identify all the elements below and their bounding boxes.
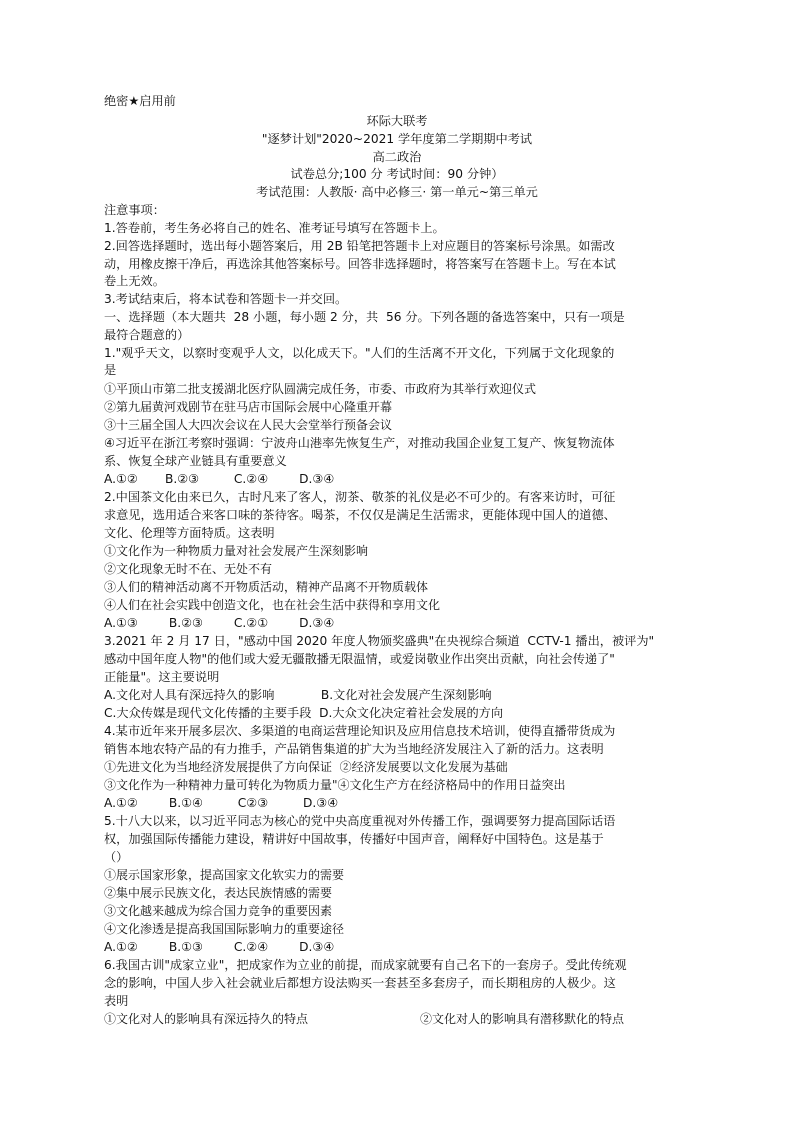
score-time: 试卷总分;100 分 考试时间：90 分钟）: [290, 167, 504, 181]
q1-option-4-line-2: 系、恢复全球产业链具有重要意义: [104, 454, 287, 468]
q6-stem-line-2: 念的影响，中国人步入社会就业后都想方设法购买一套甚至多套房子，而长期租房的人极少。这: [104, 976, 616, 990]
q1-option-2: ②第九届黄河戏剧节在驻马店市国际会展中心隆重开幕: [104, 400, 393, 414]
q3-stem-line-3: 正能量"。这主要说明: [104, 670, 220, 684]
q1-choices: A.①② B.②③ C.②④ D.③④: [104, 472, 335, 486]
q5-choices: A.①② B.①③ C.②④ D.③④: [104, 940, 335, 954]
q5-stem-line-3: （）: [104, 850, 129, 864]
q2-option-1: ①文化作为一种物质力量对社会发展产生深刻影响: [104, 544, 369, 558]
notice-item-2-line-2: 动，用橡皮擦干净后，再选涂其他答案标号。回答非选择题时，将答案写在答题卡上。写在本试: [104, 257, 616, 271]
section-title-line-1: 一、选择题（本大题共 28 小题，每小题 2 分，共 56 分。下列各题的备选答案中，只有一项是: [104, 310, 625, 324]
notice-item-1: 1.答卷前，考生务必将自己的姓名、准考证号填写在答题卡上。: [104, 221, 445, 235]
q6-option-1: ①文化对人的影响具有深远持久的特点: [104, 1012, 309, 1026]
q1-option-1: ①平顶山市第二批支援湖北医疗队圆满完成任务，市委、市政府为其举行欢迎仪式: [104, 382, 537, 396]
q2-choices: A.①③ B.②③ C.②① D.③④: [104, 616, 335, 630]
exam-scope: 考试范围：人教版· 高中必修三· 第一单元~第三单元: [256, 185, 538, 199]
section-title-line-2: 最符合题意的）: [104, 328, 190, 342]
q4-options-row-2: ③文化作为一种精神力量可转化为物质力量"④文化生产方在经济格局中的作用日益突出: [104, 778, 566, 792]
q5-stem-line-1: 5.十八大以来，以习近平同志为核心的党中央高度重视对外传播工作，强调要努力提高国际话语: [104, 814, 616, 828]
q3-stem-line-1: 3.2021 年 2 月 17 日，"感动中国 2020 年度人物颁奖盛典"在央视综合频道 CCTV-1 播出，被评为": [104, 634, 655, 648]
q2-option-3: ③人们的精神活动离不开物质活动，精神产品离不开物质载体: [104, 580, 429, 594]
q2-stem-line-1: 2.中国茶文化由来已久，古时凡来了客人，沏茶、敬茶的礼仪是必不可少的。有客来访时，可征: [104, 490, 616, 504]
q6-option-2: ②文化对人的影响具有潜移默化的特点: [420, 1012, 625, 1026]
q3-choices-row-1: A.文化对人具有深远持久的影响 B.文化对社会发展产生深刻影响: [104, 688, 492, 702]
org-title: 环际大联考: [366, 114, 428, 128]
q3-choices-row-2: C.大众传媒是现代文化传播的主要手段 D.大众文化决定着社会发展的方向: [104, 706, 504, 720]
q2-stem-line-3: 文化、伦理等方面特质。这表明: [104, 526, 275, 540]
q2-stem-line-2: 求意见，选用适合来客口味的茶待客。喝茶，不仅仅是满足生活需求，更能体现中国人的道德、: [104, 508, 616, 522]
subject-title: 高二政治: [372, 150, 422, 164]
q1-stem-line-2: 是: [104, 363, 117, 377]
q5-option-3: ③文化越来越成为综合国力竞争的重要因素: [104, 904, 333, 918]
q6-stem-line-3: 表明: [104, 994, 129, 1008]
q6-stem-line-1: 6.我国古训"成家立业"，把成家作为立业的前提，而成家就要有自己名下的一套房子。受此传统观: [104, 958, 627, 972]
q4-choices: A.①② B.①④ C②③ D.③④: [104, 796, 339, 810]
q1-option-4-line-1: ④习近平在浙江考察时强调：宁波舟山港率先恢复生产，对推动我国企业复工复产、恢复物流体: [104, 436, 615, 450]
q3-stem-line-2: 感动中国年度人物"的他们或大爱无疆散播无限温情，或爱岗敬业作出突出贡献，向社会传递了": [104, 652, 615, 666]
q1-stem-line-1: 1."观乎天文，以察时变观乎人文，以化成天下。"人们的生活离不开文化，下列属于文化现象的: [104, 346, 615, 360]
q1-option-3: ③十三届全国人大四次会议在人民大会堂举行预备会议: [104, 418, 393, 432]
notice-item-2-line-1: 2.回答选择题时，选出每小题答案后，用 2B 铅笔把答题卡上对应题目的答案标号涂黑。如需改: [104, 239, 615, 253]
notice-title: 注意事项：: [104, 203, 165, 217]
q5-stem-line-2: 权，加强国际传播能力建设，精讲好中国故事，传播好中国声音，阐释好中国特色。这是基于: [104, 832, 604, 846]
q2-option-2: ②文化现象无时不在、无处不有: [104, 562, 273, 576]
notice-item-2-line-3: 卷上无效。: [104, 274, 165, 288]
q2-option-4: ④人们在社会实践中创造文化，也在社会生活中获得和享用文化: [104, 598, 441, 612]
secret-label: 绝密★启用前: [104, 94, 176, 108]
q5-option-4: ④文化渗透是提高我国国际影响力的重要途径: [104, 922, 345, 936]
notice-item-3: 3.考试结束后，将本试卷和答题卡一并交回。: [104, 292, 348, 306]
exam-title: "逐梦计划"2020~2021 学年度第二学期期中考试: [261, 132, 533, 146]
q5-option-1: ①展示国家形象，提高国家文化软实力的需要: [104, 868, 345, 882]
q4-stem-line-2: 销售本地农特产品的有力推手，产品销售集道的扩大为当地经济发展注入了新的活力。这表明: [104, 742, 604, 756]
q4-stem-line-1: 4.某市近年来开展多层次、多渠道的电商运营理论知识及应用信息技术培训，使得直播带货成为: [104, 724, 616, 738]
q4-options-row-1: ①先进文化为当地经济发展提供了方向保证 ②经济发展要以文化发展为基础: [104, 760, 508, 774]
q5-option-2: ②集中展示民族文化，表达民族情感的需要: [104, 886, 333, 900]
